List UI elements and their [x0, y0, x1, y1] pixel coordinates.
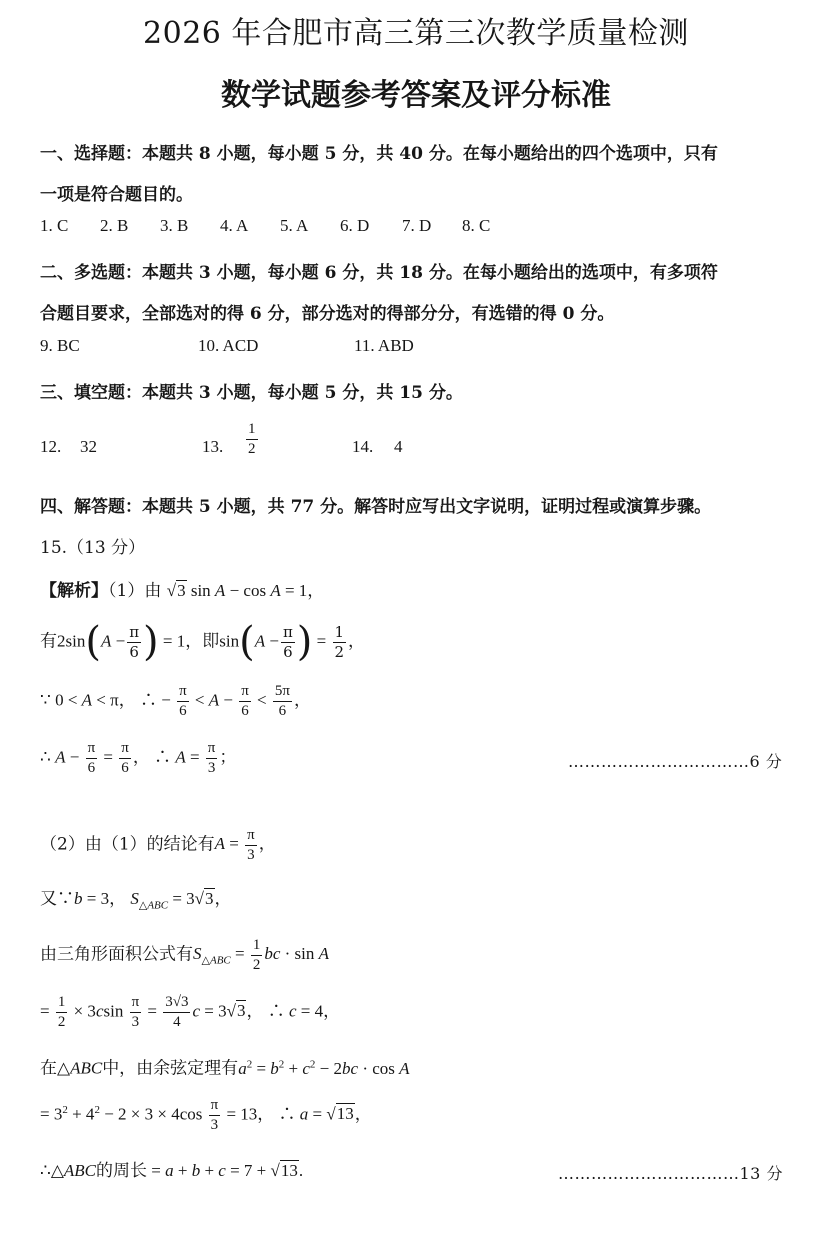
solution-line-1: 【解析】（1）由 √3 sin A − cos A = 1，: [40, 581, 325, 601]
mc-answer-3: 3. B: [160, 216, 189, 235]
solution-line-4: ∴ A − $\frac{\pi}{6}$ = $\frac{\pi}{6}$ ， ∴ A = $\frac{\pi}{3}$ ；: [40, 740, 237, 776]
solution-line-2: 有2sin(A − $\frac{\pi}{6}$ ) = 1，即sin(A − $\frac{\pi}{6}$ ) = $\frac{1}{2}$ ，: [40, 619, 366, 665]
multi-answer-10: 10. ACD: [198, 336, 259, 355]
doc-title: 2026 年合肥市高三第三次教学质量检测: [143, 16, 689, 51]
fill-q14-label: 14.: [352, 437, 374, 456]
score-marker-13: ……………………………13 分: [558, 1164, 783, 1183]
section1-heading-line2: 一项是符合题目的。: [40, 185, 193, 205]
solution-part2-line-2: 又∵b = 3， $S_{\triangle ABC} = 3√3$，: [40, 889, 232, 912]
section4-heading: 四、解答题：本题共 5 小题，共 77 分。解答时应写出文字说明，证明过程或演算步骤。: [40, 497, 712, 517]
mc-answer-2: 2. B: [100, 216, 129, 235]
mc-answer-7: 7. D: [402, 216, 432, 235]
fill-q12-label: 12.: [40, 437, 62, 456]
section2-heading-line1: 二、多选题：本题共 3 小题，每小题 6 分，共 18 分。在每小题给出的选项中，有多项符: [40, 263, 718, 283]
mc-answer-1: 1. C: [40, 216, 69, 235]
solution-part2-line-4: = $\frac{1}{2}$ × 3csin $\frac{\pi}{3}$ = $\frac{3√3}{4}$ c = 3√3， ∴ c = 4，: [40, 994, 341, 1030]
mc-answer-4: 4. A: [220, 216, 249, 235]
solution-part2-line-3: 由三角形面积公式有$S_{\triangle ABC}$ = $\frac{1}{2}$ bc · sin A: [40, 937, 330, 973]
score-marker-6: ……………………………6 分: [568, 752, 783, 771]
solution-part2-line-7: ∴△ABC的周长 = a + b + c = 7 + √13.: [40, 1161, 304, 1181]
solution-part2-line-6: = $3^2 + 4^2 - 2 \times 3 \times 4\cos$ $\frac{\pi}{3}$ = 13， ∴ a = √13，: [40, 1097, 372, 1133]
fill-q12-answer: 32: [80, 437, 97, 456]
q15-label: 15.（13 分）: [40, 538, 146, 558]
section1-heading-line1: 一、选择题：本题共 8 小题，每小题 5 分，共 40 分。在每小题给出的四个选项中，只有: [40, 144, 718, 164]
fill-q13-label: 13.: [202, 437, 224, 456]
fill-q13-answer: $\frac{1}{2}$: [248, 421, 256, 457]
mc-answer-5: 5. A: [280, 216, 309, 235]
multi-answer-11: 11. ABD: [354, 336, 414, 355]
solution-line-3: ∵ 0 < A < π， ∴ − $\frac{\pi}{6}$ < A − $\frac{\pi}{6}$ < $\frac{5\pi}{6}$ ，: [40, 683, 311, 719]
solution-part2-line-1: （2）由（1）的结论有A = $\frac{\pi}{3}$ ，: [40, 827, 276, 863]
section2-heading-line2: 合题目要求，全部选对的得 6 分，部分选对的得部分分，有选错的得 0 分。: [40, 304, 615, 324]
doc-subtitle: 数学试题参考答案及评分标准: [221, 78, 611, 113]
section3-heading: 三、填空题：本题共 3 小题，每小题 5 分，共 15 分。: [40, 383, 463, 403]
mc-answer-8: 8. C: [462, 216, 491, 235]
fill-q14-answer: 4: [394, 437, 403, 456]
mc-answer-6: 6. D: [340, 216, 370, 235]
multi-answer-9: 9. BC: [40, 336, 80, 355]
solution-part2-line-5: 在△ABC中，由余弦定理有$a^2 = b^2 + c^2 - 2bc \cdot \cos A$: [40, 1058, 410, 1079]
